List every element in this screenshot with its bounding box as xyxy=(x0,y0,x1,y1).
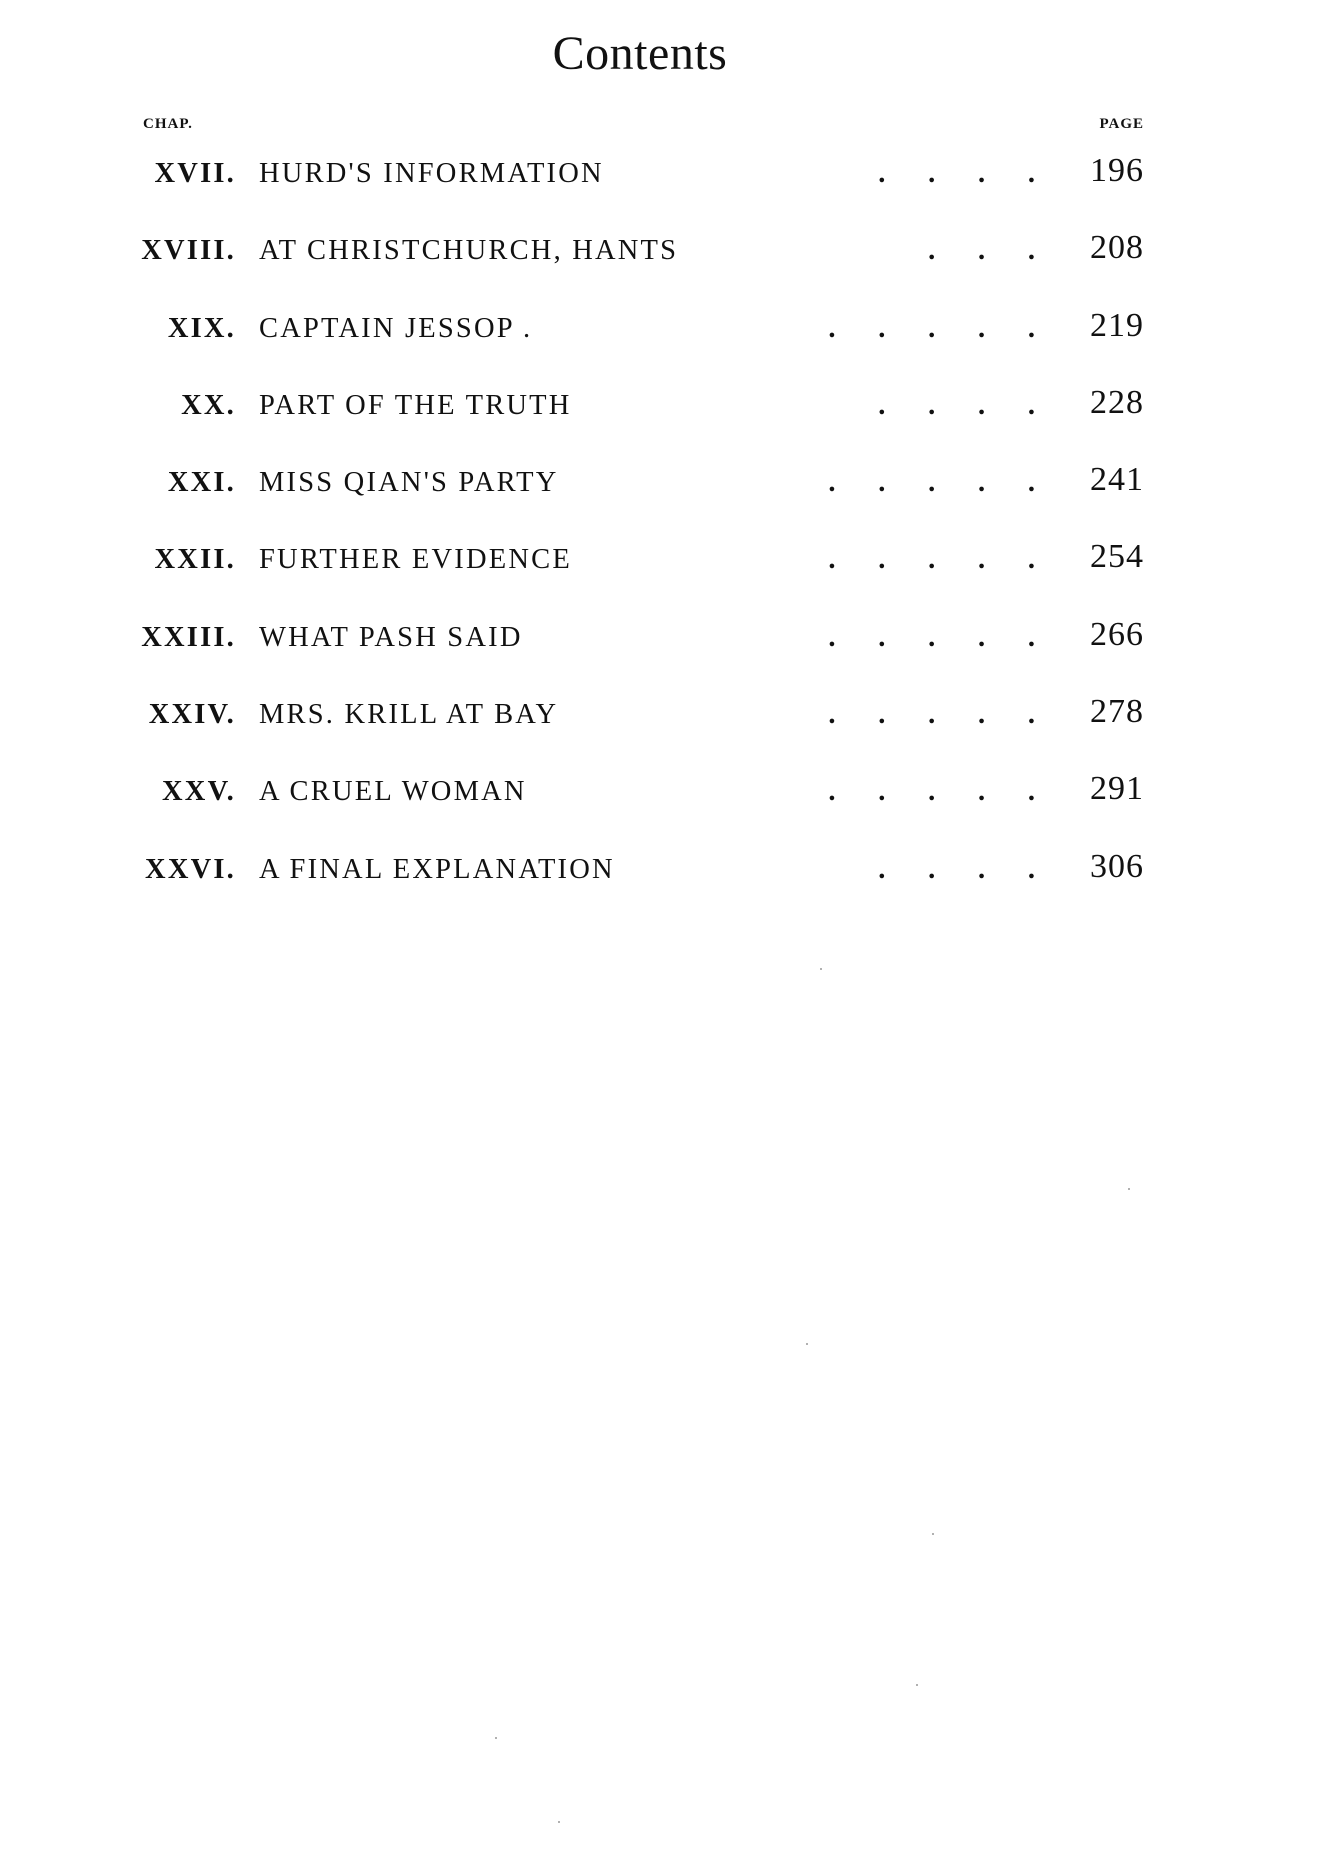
toc-entry xyxy=(0,681,1321,758)
paper-speck xyxy=(495,1737,497,1739)
chapter-number: XVII. xyxy=(154,158,236,189)
chapter-title: A CRUEL WOMAN xyxy=(259,776,527,808)
dot-leader: . . . . . xyxy=(828,312,1035,344)
chapter-title: MRS. KRILL AT BAY xyxy=(259,699,559,731)
chapter-number: XX. xyxy=(181,389,236,421)
page-number: 196 xyxy=(1090,152,1144,189)
paper-speck xyxy=(820,968,822,970)
chapter-title: PART OF THE TRUTH xyxy=(259,389,572,421)
page-number: 278 xyxy=(1090,693,1144,731)
chapter-title: AT CHRISTCHURCH, HANTS xyxy=(259,235,679,267)
chapter-title: MISS QIAN'S PARTY xyxy=(259,467,559,499)
dot-leader: . . . . . xyxy=(828,776,1035,808)
chapter-title: HURD'S INFORMATION xyxy=(259,158,604,189)
paper-speck xyxy=(558,1821,560,1823)
toc-entry xyxy=(0,526,1321,603)
page-number: 254 xyxy=(1090,538,1144,576)
chapter-number: XXI. xyxy=(167,467,236,499)
chapter-number: XXV. xyxy=(162,776,236,808)
page-number: 228 xyxy=(1090,383,1144,421)
chapter-number: XXIV. xyxy=(148,699,236,731)
chapter-title: A FINAL EXPLANATION xyxy=(259,853,615,885)
paper-speck xyxy=(932,1533,934,1535)
dot-leader: . . . . xyxy=(878,389,1035,421)
toc-entry xyxy=(0,758,1321,835)
toc-entry xyxy=(0,836,1321,913)
page-title: Contents xyxy=(552,27,728,80)
dot-leader: . . . . . xyxy=(828,621,1035,653)
page-column-header: PAGE xyxy=(1099,116,1144,132)
dot-leader: . . . xyxy=(928,235,1035,267)
toc-entry xyxy=(0,449,1321,526)
chapter-number: XXIII. xyxy=(141,621,236,653)
paper-speck xyxy=(1128,1188,1130,1190)
toc-entry xyxy=(0,604,1321,681)
dot-leader: . . . . . xyxy=(828,544,1035,576)
chapter-column-header: CHAP. xyxy=(143,116,193,132)
chapter-number: XXII. xyxy=(154,544,236,576)
chapter-title: CAPTAIN JESSOP . xyxy=(259,312,533,344)
toc-entry xyxy=(0,372,1321,449)
dot-leader: . . . . . xyxy=(828,467,1035,499)
page-number: 241 xyxy=(1090,461,1144,499)
page-number: 291 xyxy=(1090,770,1144,808)
page-number: 266 xyxy=(1090,615,1144,653)
chapter-title: WHAT PASH SAID xyxy=(259,621,523,653)
page-number: 219 xyxy=(1090,306,1144,344)
dot-leader: . . . . xyxy=(878,853,1035,885)
dot-leader: . . . . xyxy=(878,158,1035,189)
dot-leader: . . . . . xyxy=(828,699,1035,731)
toc-entry xyxy=(0,295,1321,372)
paper-speck xyxy=(916,1684,918,1686)
toc-entry xyxy=(0,140,1321,217)
chapter-number: XIX. xyxy=(167,312,236,344)
page-number: 306 xyxy=(1090,847,1144,885)
chapter-number: XVIII. xyxy=(141,235,236,267)
chapter-title: FURTHER EVIDENCE xyxy=(259,544,572,576)
toc-entry xyxy=(0,217,1321,294)
page-number: 208 xyxy=(1090,229,1144,267)
table-of-contents xyxy=(0,140,1321,913)
paper-speck xyxy=(806,1343,808,1345)
chapter-number: XXVI. xyxy=(145,853,236,885)
